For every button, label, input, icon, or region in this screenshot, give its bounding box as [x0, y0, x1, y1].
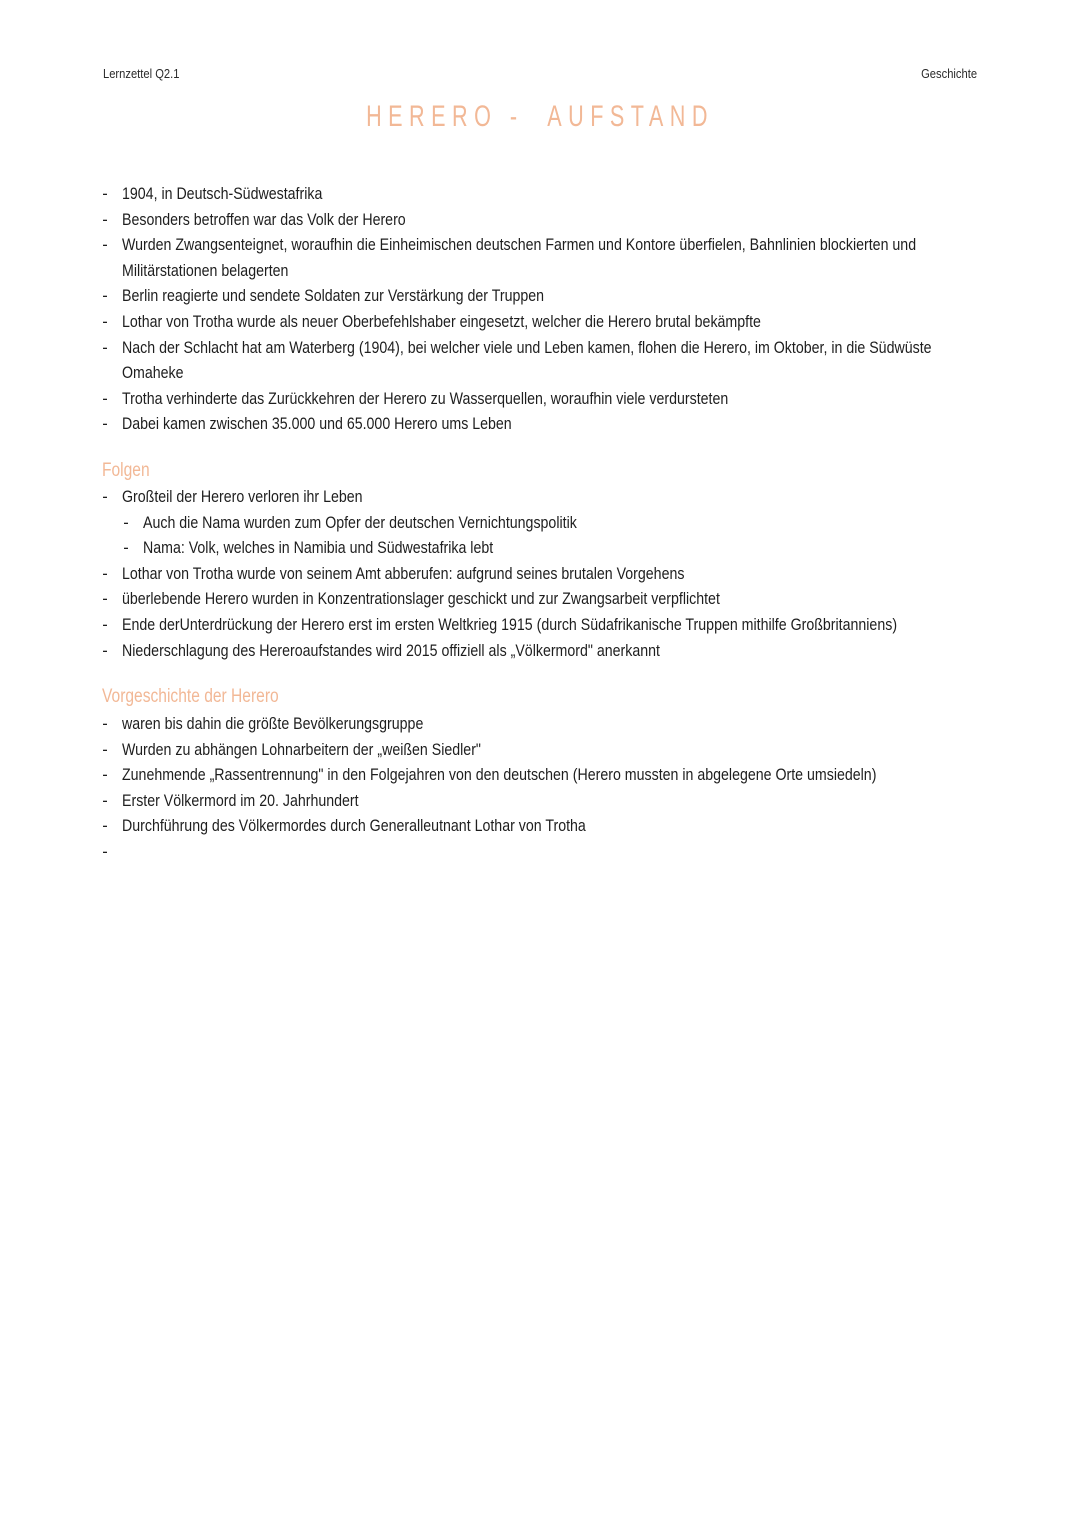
- list-item: - überlebende Herero wurden in Konzentrationslager geschickt und zur Zwangsarbeit verpflichtet: [100, 587, 1000, 613]
- dash-bullet-icon: -: [102, 415, 108, 434]
- list-item: - Lothar von Trotha wurde als neuer Oberbefehlshaber eingesetzt, welcher die Herero brutal bekämpfte: [100, 310, 1000, 336]
- dash-bullet-icon: -: [102, 817, 108, 836]
- section-heading-folgen: Folgen: [102, 460, 150, 481]
- dash-bullet-icon: -: [102, 766, 108, 785]
- folgen-bullet-list: [100, 485, 1000, 664]
- dash-bullet-icon: -: [102, 338, 108, 357]
- vorgeschichte-bullet-list: [100, 712, 1000, 866]
- dash-bullet-icon: -: [123, 513, 129, 532]
- dash-bullet-icon: -: [102, 590, 108, 609]
- list-item: - Zunehmende „Rassentrennung" in den Folgejahren von den deutschen (Herero mussten in abgelegene Orte umsiedeln): [100, 763, 1000, 789]
- list-item: - Berlin reagierte und sendete Soldaten zur Verstärkung der Truppen: [100, 284, 1000, 310]
- dash-bullet-icon: -: [102, 740, 108, 759]
- dash-bullet-icon: -: [102, 210, 108, 229]
- list-item: - Niederschlagung des Hereroaufstandes wird 2015 offiziell als „Völkermord" anerkannt: [100, 639, 1000, 665]
- list-item: - Besonders betroffen war das Volk der Herero: [100, 208, 1000, 234]
- dash-bullet-icon: -: [102, 287, 108, 306]
- dash-bullet-icon: -: [102, 641, 108, 660]
- list-item: - Wurden zu abhängen Lohnarbeitern der „weißen Siedler": [100, 738, 1000, 764]
- list-item: - Durchführung des Völkermordes durch Generalleutnant Lothar von Trotha: [100, 814, 1000, 840]
- dash-bullet-icon: -: [102, 389, 108, 408]
- header-course-label: Lernzettel Q2.1: [103, 66, 180, 81]
- section-heading-vorgeschichte: Vorgeschichte der Herero: [102, 686, 279, 707]
- list-item: - Dabei kamen zwischen 35.000 und 65.000 Herero ums Leben: [100, 412, 1000, 438]
- dash-bullet-icon: -: [102, 185, 108, 203]
- list-item: - waren bis dahin die größte Bevölkerungsgruppe: [100, 712, 1000, 738]
- sub-list-item: - Auch die Nama wurden zum Opfer der deutschen Vernichtungspolitik: [100, 511, 1000, 537]
- list-item: - Wurden Zwangsenteignet, woraufhin die Einheimischen deutschen Farmen und Kontore überfielen, Bahnlinien blockierten und Militärstationen belagerten: [100, 233, 1000, 284]
- dash-bullet-icon: -: [102, 236, 108, 255]
- page-title: HERERO - AUFSTAND: [366, 100, 714, 133]
- list-item: - Großteil der Herero verloren ihr Leben: [100, 485, 1000, 511]
- dash-bullet-icon: -: [102, 488, 108, 506]
- list-item: - Lothar von Trotha wurde von seinem Amt abberufen: aufgrund seines brutalen Vorgehens: [100, 562, 1000, 588]
- dash-bullet-icon: -: [102, 564, 108, 583]
- dash-bullet-icon: -: [123, 539, 129, 558]
- list-item: - Trotha verhinderte das Zurückkehren der Herero zu Wasserquellen, woraufhin viele verdursteten: [100, 387, 1000, 413]
- intro-bullet-list: [100, 182, 1000, 438]
- dash-bullet-icon: -: [102, 842, 108, 861]
- list-item: - Nach der Schlacht hat am Waterberg (1904), bei welcher viele und Leben kamen, flohen die Herero, im Oktober, in die Südwüste Omaheke: [100, 336, 1000, 387]
- list-item: - Erster Völkermord im 20. Jahrhundert: [100, 789, 1000, 815]
- sub-list-item: - Nama: Volk, welches in Namibia und Südwestafrika lebt: [100, 536, 1000, 562]
- list-item: - 1904, in Deutsch-Südwestafrika: [100, 182, 1000, 208]
- header-subject-label: Geschichte: [921, 66, 977, 81]
- empty-list-item: [100, 840, 1000, 866]
- dash-bullet-icon: -: [102, 312, 108, 331]
- list-item: - Ende derUnterdrückung der Herero erst im ersten Weltkrieg 1915 (durch Südafrikanische Truppen mithilfe Großbritanniens): [100, 613, 1000, 639]
- dash-bullet-icon: -: [102, 715, 108, 733]
- dash-bullet-icon: -: [102, 615, 108, 634]
- dash-bullet-icon: -: [102, 791, 108, 810]
